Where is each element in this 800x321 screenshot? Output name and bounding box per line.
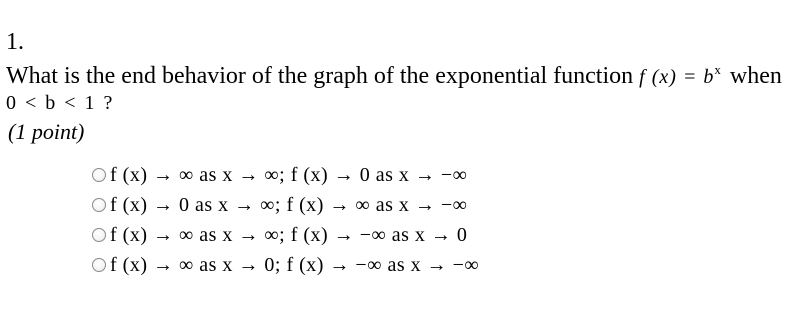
- function-exponent: x: [714, 62, 722, 77]
- answer-options: [92, 160, 479, 280]
- question-number: 1.: [6, 29, 24, 55]
- radio-button-icon[interactable]: [92, 228, 106, 242]
- answer-option-label: f (x) → 0 as x → ∞; f (x) → ∞ as x → −∞: [110, 193, 468, 216]
- point-value: (1 point): [8, 119, 85, 144]
- function-expression-base: f (x) = b: [639, 66, 715, 88]
- answer-option-1[interactable]: [92, 160, 479, 190]
- question-stem-suffix: when: [729, 63, 782, 89]
- radio-button-icon[interactable]: [92, 168, 106, 182]
- radio-button-icon[interactable]: [92, 258, 106, 272]
- radio-button-icon[interactable]: [92, 198, 106, 212]
- answer-option-4[interactable]: [92, 250, 479, 280]
- answer-option-label: f (x) → ∞ as x → ∞; f (x) → 0 as x → −∞: [110, 163, 468, 186]
- function-expression: [639, 62, 722, 88]
- answer-option-2[interactable]: [92, 190, 479, 220]
- question-stem: [6, 56, 794, 91]
- answer-option-label: f (x) → ∞ as x → ∞; f (x) → −∞ as x → 0: [110, 223, 468, 246]
- answer-option-label: f (x) → ∞ as x → 0; f (x) → −∞ as x → −∞: [110, 253, 480, 276]
- question-stem-text: What is the end behavior of the graph of the exponential function: [6, 63, 634, 89]
- answer-option-3[interactable]: [92, 220, 479, 250]
- question-condition: 0 < b < 1 ?: [6, 92, 115, 114]
